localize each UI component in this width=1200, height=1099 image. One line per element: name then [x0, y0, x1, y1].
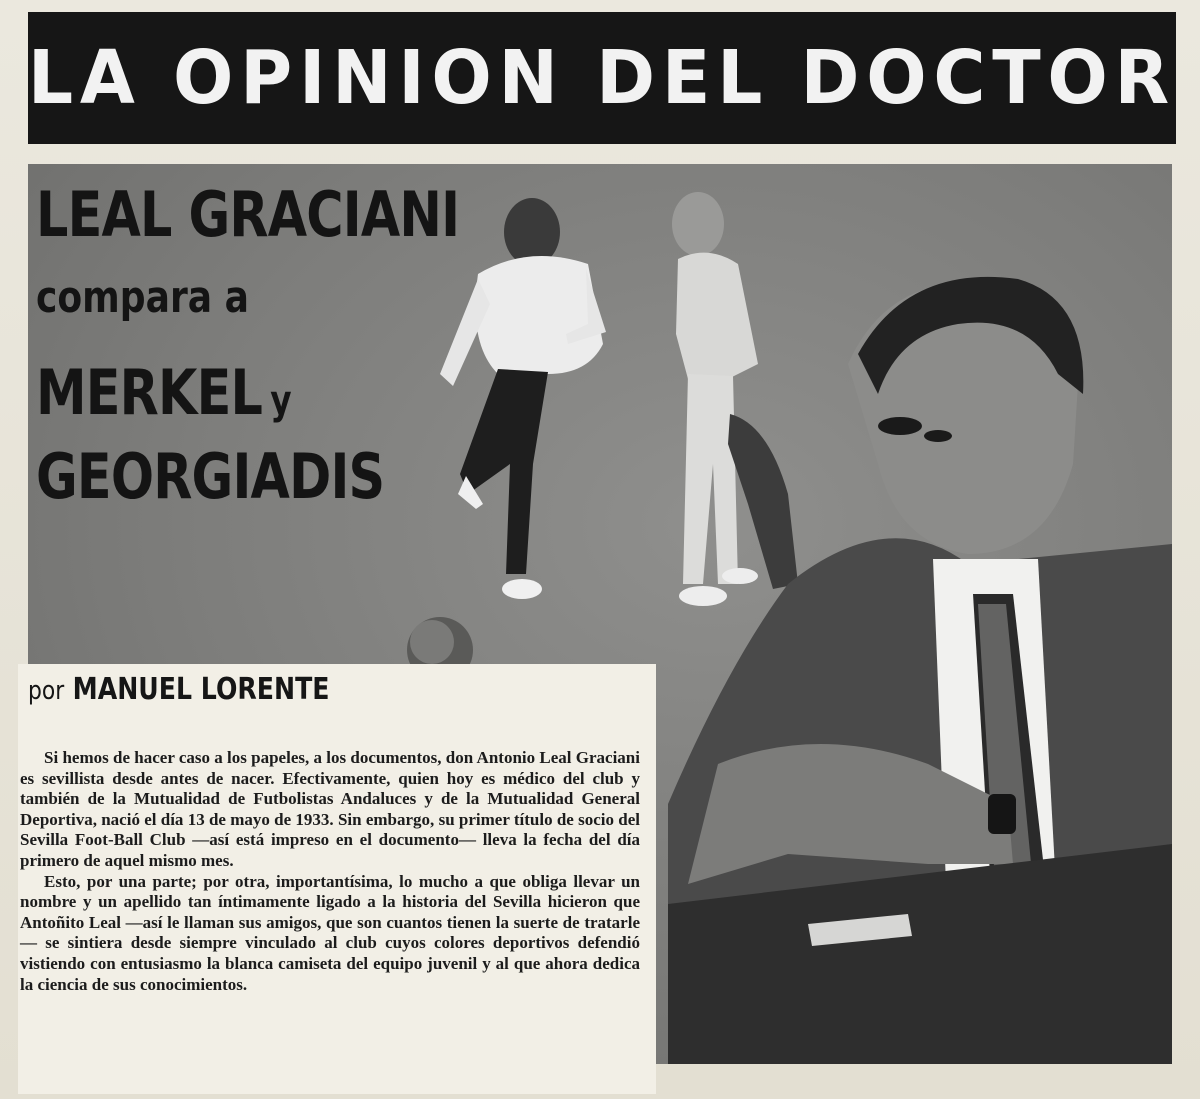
headline-name: LEAL GRACIANI [36, 178, 460, 251]
headline-conjunction: y [270, 378, 291, 424]
bald-man-figure [672, 192, 798, 606]
running-player-figure [440, 198, 606, 599]
headline-merkel-name: MERKEL [36, 356, 263, 429]
headline-merkel [36, 356, 291, 429]
section-header-bar [28, 12, 1176, 144]
article-text-panel [18, 664, 656, 1094]
headline-verb: compara a [36, 272, 249, 323]
headline-georgiadis: GEORGIADIS [36, 440, 385, 513]
doctor-portrait-figure [668, 277, 1172, 1064]
article-paragraph: Esto, por una parte; por otra, importantísima, lo mucho a que obliga llevar un nombre y un apellido tan íntimamente ligado a la historia del Sevilla hicieron que Antoñito Leal —así le llaman sus amigos, que son cuantos tienen la suerte de tratarle— se sintiera desde siempre vinculado al club cuyos colores deportivos defendió vistiendo con entusiasmo la blanca camiseta del equipo juvenil y al que ahora dedica la ciencia de sus conocimientos. [20, 871, 640, 994]
section-title: LA OPINION DEL DOCTOR [28, 35, 1177, 121]
article-body [20, 748, 640, 995]
byline-prefix: por [28, 676, 65, 706]
byline [28, 672, 329, 707]
byline-author: MANUEL LORENTE [72, 672, 330, 707]
article-paragraph: Si hemos de hacer caso a los papeles, a los documentos, don Antonio Leal Graciani es sevillista desde antes de nacer. Efectivamente, quien hoy es médico del club y también de la Mutualidad de Futbolistas Andaluces y de la Mutualidad General Deportiva, nació el día 13 de mayo de 1933. Sin embargo, su primer título de socio del Sevilla Foot-Ball Club —así está impreso en el documento— lleva la fecha del día primero de aquel mismo mes. [20, 748, 640, 870]
